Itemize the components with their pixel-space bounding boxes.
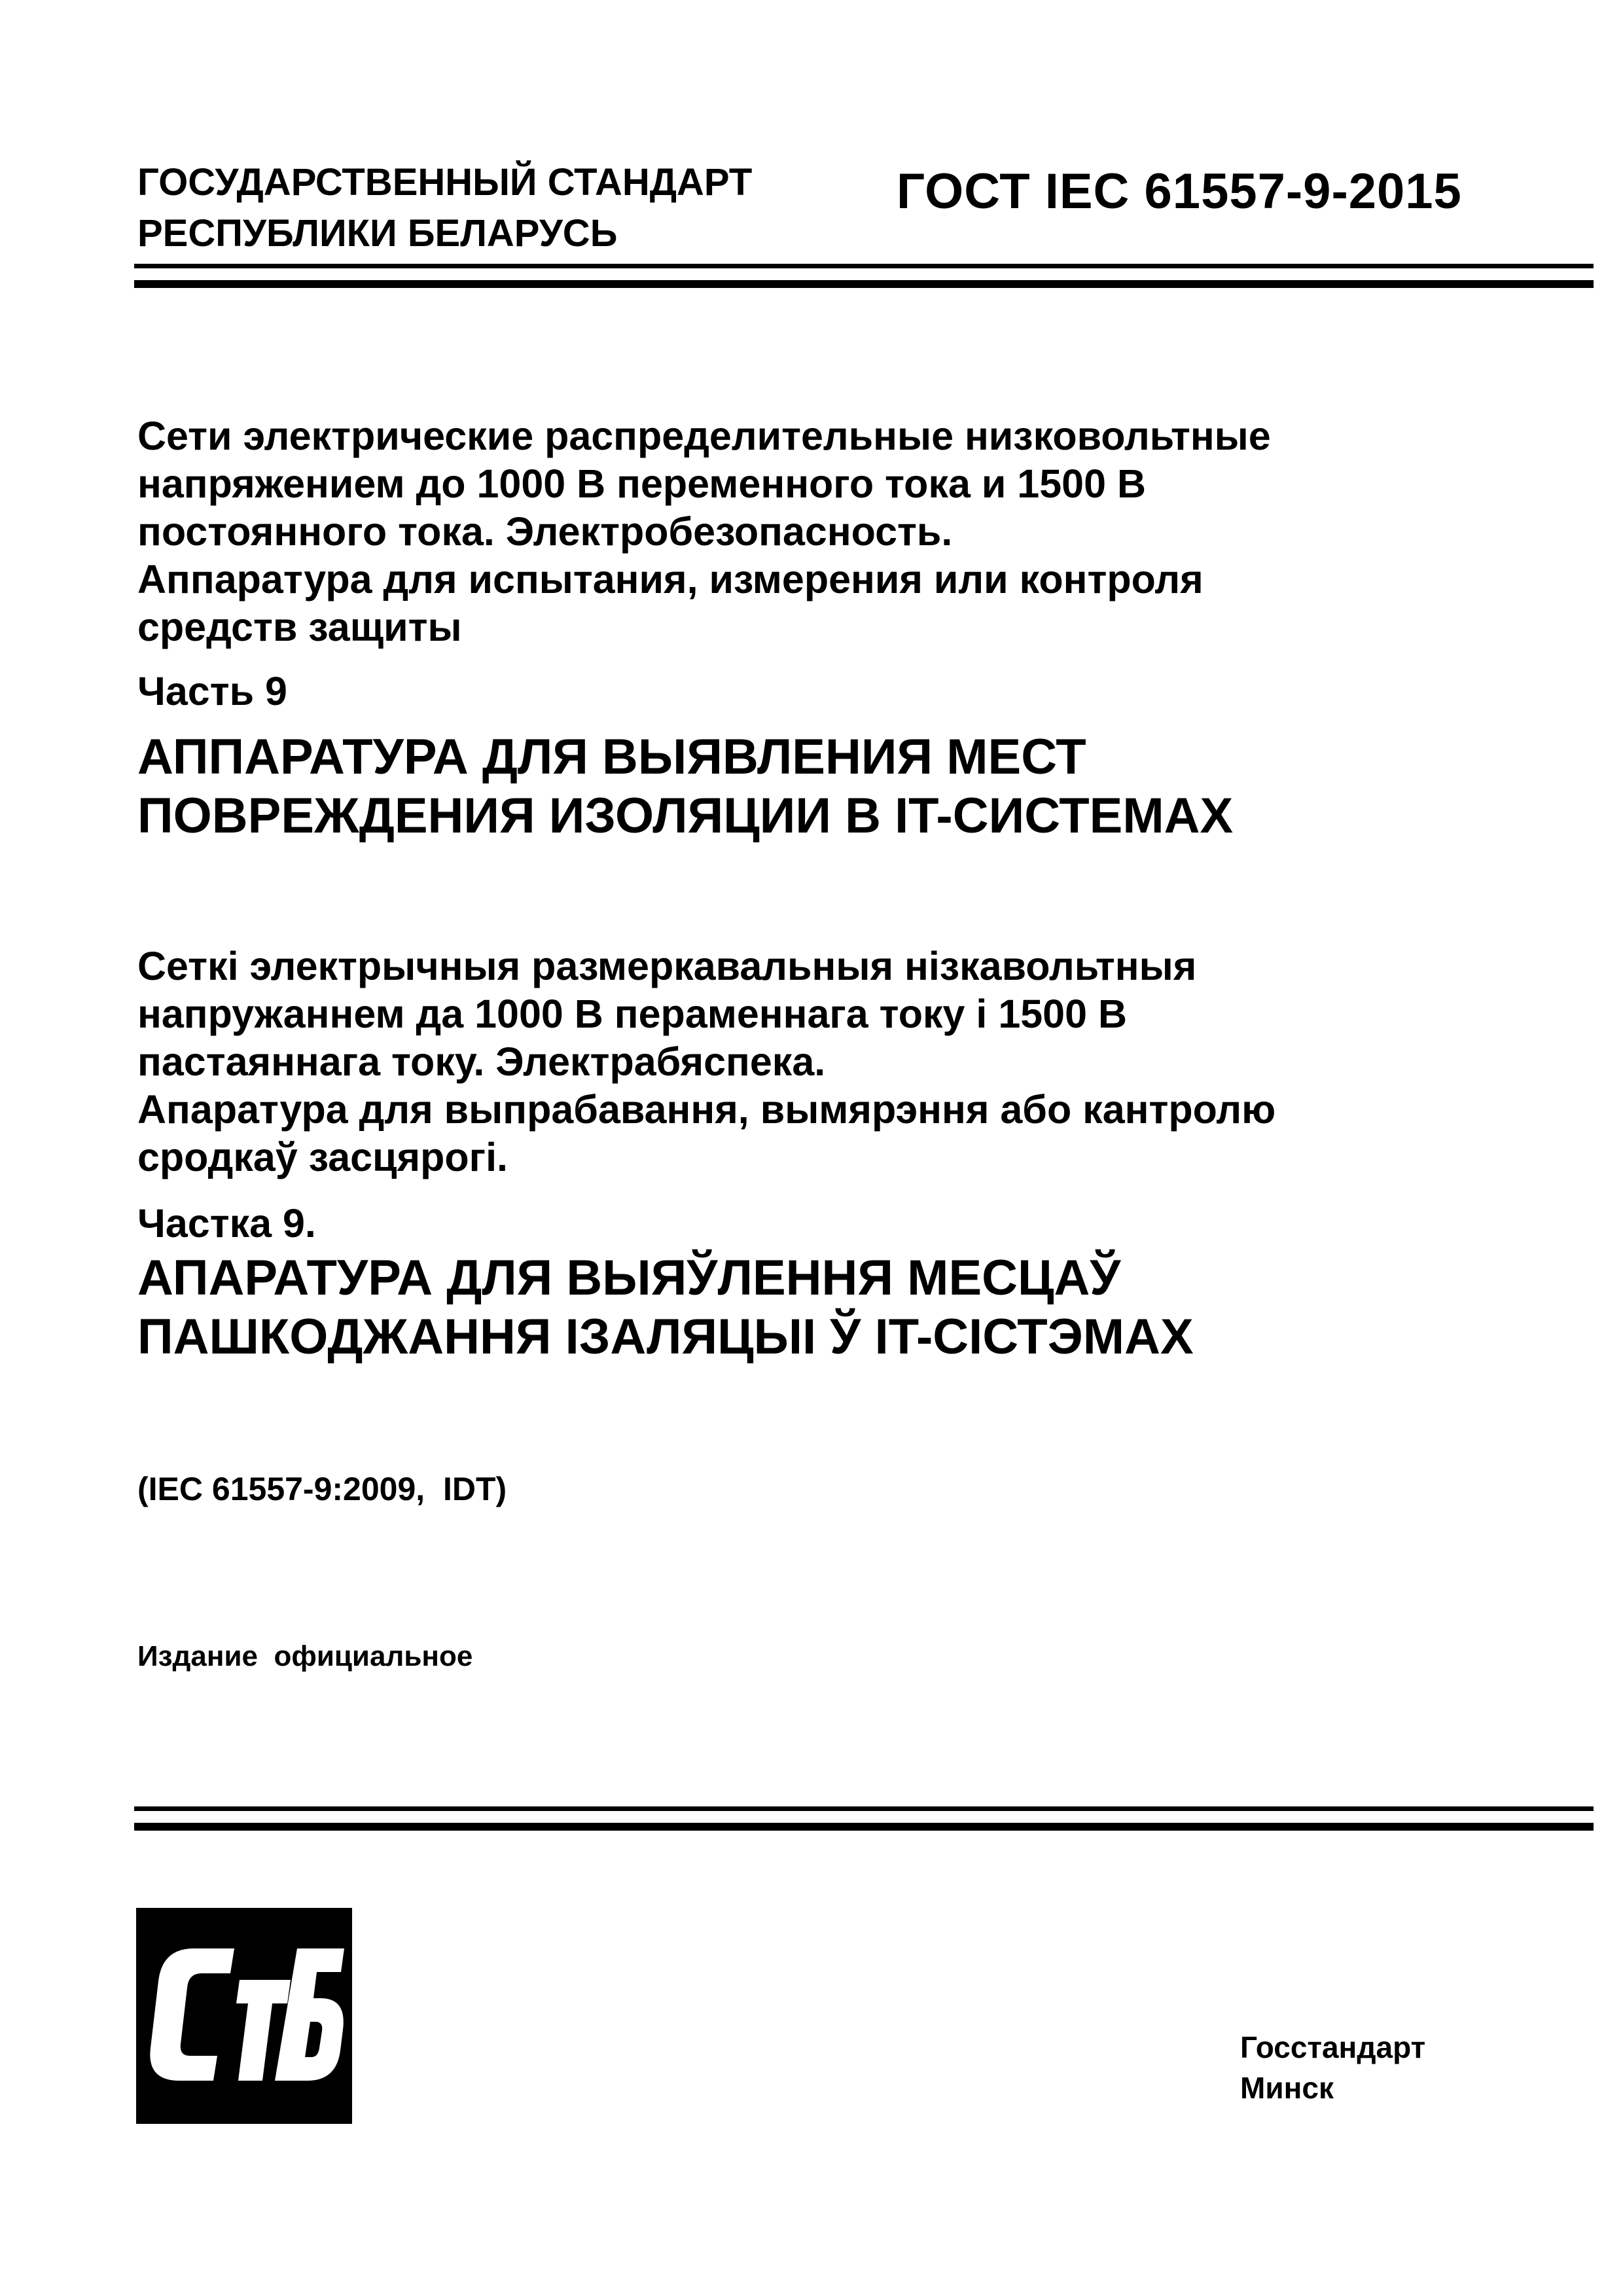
gosstandart-logo-icon — [136, 1908, 352, 2124]
belarusian-part-label-text: Частка 9. — [137, 1201, 316, 1246]
footer-rule-thin — [134, 1806, 1594, 1811]
russian-part-label-text: Часть 9 — [137, 669, 287, 713]
belarusian-part-title — [137, 1249, 1544, 1367]
russian-description-line: напряжением до 1000 В переменного тока и 1500 В — [137, 461, 1146, 506]
russian-part-title-line: ПОВРЕЖДЕНИЯ ИЗОЛЯЦИИ В IT-СИСТЕМАХ — [137, 788, 1234, 844]
russian-description-line: средств защиты — [137, 605, 462, 649]
russian-part-label — [137, 668, 1544, 715]
belarusian-description-line: напружаннем да 1000 В пераменнага току і 1500 В — [137, 992, 1128, 1036]
publisher-name: Госстандарт — [1240, 2030, 1426, 2064]
header-rule-thin — [134, 264, 1594, 268]
publisher-city: Минск — [1240, 2071, 1334, 2105]
belarusian-description-line: Апаратура для выпрабавання, вымярэння або кантролю — [137, 1087, 1276, 1132]
international-equivalence: (IEC 61557-9:2009, IDT) — [137, 1471, 507, 1507]
belarusian-part-title-line: АПАРАТУРА ДЛЯ ВЫЯЎЛЕННЯ МЕСЦАЎ — [137, 1250, 1121, 1306]
russian-description-line: Аппаратура для испытания, измерения или контроля — [137, 557, 1204, 601]
issuing-authority — [137, 157, 857, 259]
issuing-authority-line1: ГОСУДАРСТВЕННЫЙ СТАНДАРТ — [137, 161, 753, 204]
footer-rule-thick — [134, 1823, 1594, 1831]
belarusian-part-label — [137, 1200, 1544, 1247]
russian-description — [137, 412, 1544, 651]
belarusian-description-line: сродкаў засцярогі. — [137, 1135, 508, 1179]
belarusian-description-line: пастаяннага току. Электрабяспека. — [137, 1039, 826, 1084]
issuing-authority-line2: РЕСПУБЛИКИ БЕЛАРУСЬ — [137, 212, 618, 255]
header-rule-thick — [134, 280, 1594, 288]
russian-part-title — [137, 728, 1544, 846]
edition-note: Издание официальное — [137, 1640, 473, 1672]
publisher — [1240, 2027, 1425, 2108]
russian-description-line: Сети электрические распределительные низковольтные — [137, 414, 1271, 458]
russian-description-line: постоянного тока. Электробезопасность. — [137, 509, 953, 554]
belarusian-part-title-line: ПАШКОДЖАННЯ ІЗАЛЯЦЫІ Ў IT-СІСТЭМАХ — [137, 1309, 1194, 1365]
russian-part-title-line: АППАРАТУРА ДЛЯ ВЫЯВЛЕНИЯ МЕСТ — [137, 729, 1086, 785]
belarusian-description — [137, 942, 1544, 1181]
standard-designation: ГОСТ IEC 61557-9-2015 — [897, 164, 1462, 219]
belarusian-description-line: Сеткі электрычныя размеркавальныя нізкавольтныя — [137, 944, 1197, 988]
